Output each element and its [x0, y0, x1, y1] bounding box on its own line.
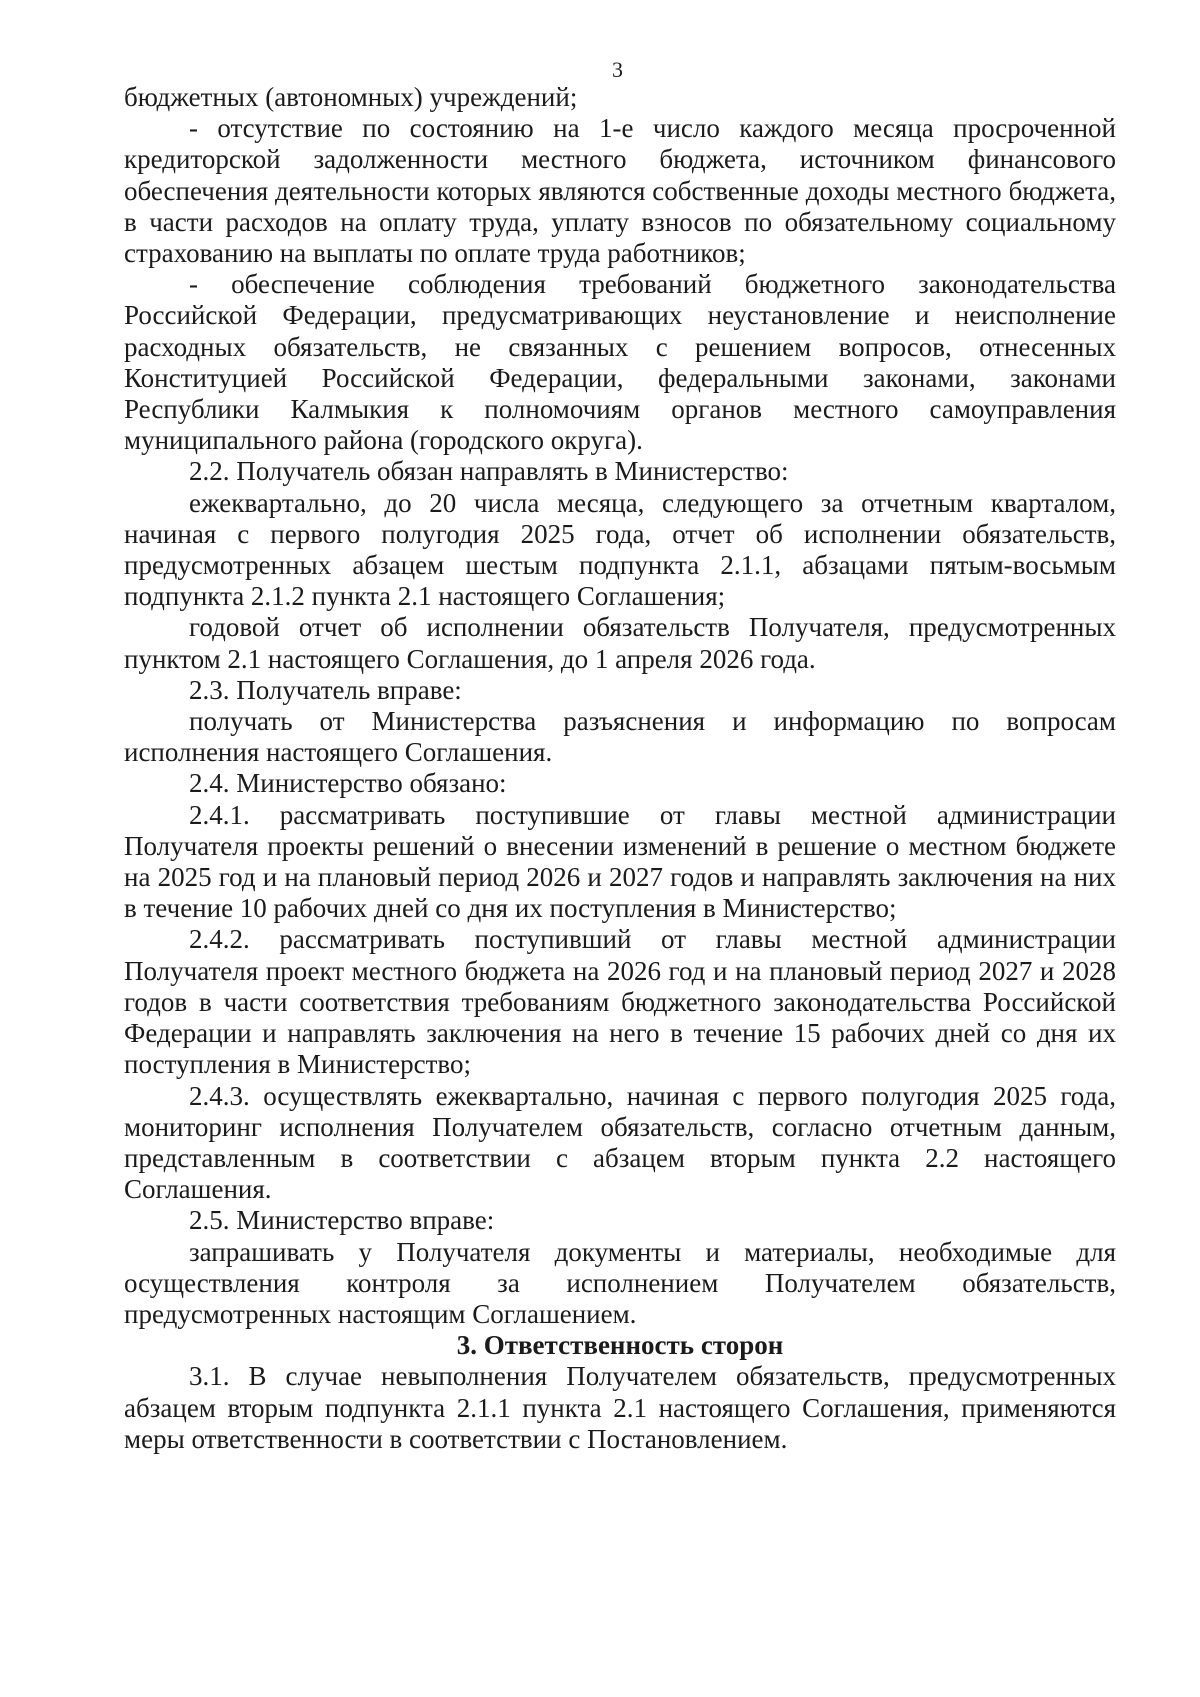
paragraph-budget-law-compliance: - обеспечение соблюдения требований бюджетного законодательства Российской Федерации, предусматривающих неустановление и неисполнение расходных обязательств, не связанных с решением вопросов, отнесенных Конституцией Российской Федерации, федеральными законами, законами Республики Калмыкия к полномочиям органов местного самоуправления муниципального района (городского округа).	[124, 269, 1116, 456]
clause-2-4-1: 2.4.1. рассматривать поступившие от главы местной администрации Получателя проекты решений о внесении изменений в решение о местном бюджете на 2025 год и на плановый период 2026 и 2027 годов и направлять заключения на них в течение 10 рабочих дней со дня их поступления в Министерство;	[124, 799, 1116, 924]
page-number: 3	[612, 57, 623, 82]
paragraph-receive-clarifications: получать от Министерства разъяснения и информацию по вопросам исполнения настоящего Соглашения.	[124, 706, 1116, 768]
paragraph-no-overdue-debt: - отсутствие по состоянию на 1-е число каждого месяца просроченной кредиторской задолженности местного бюджета, источником финансового обеспечения деятельности которых являются собственные доходы местного бюджета, в части расходов на оплату труда, уплату взносов по обязательному социальному страхованию на выплаты по оплате труда работников;	[124, 113, 1116, 269]
paragraph-budget-institutions: бюджетных (автономных) учреждений;	[124, 82, 578, 112]
clause-2-2-heading: 2.2. Получатель обязан направлять в Министерство:	[189, 456, 789, 487]
paragraph-quarterly-report: ежеквартально, до 20 числа месяца, следующего за отчетным кварталом, начиная с первого полугодия 2025 года, отчет об исполнении обязательств, предусмотренных абзацем шестым подпункта 2.1.1, абзацами пятым-восьмым подпункта 2.1.2 пункта 2.1 настоящего Соглашения;	[124, 487, 1116, 612]
clause-2-4-2: 2.4.2. рассматривать поступивший от главы местной администрации Получателя проект местного бюджета на 2026 год и на плановый период 2027 и 2028 годов в части соответствия требованиям бюджетного законодательства Российской Федерации и направлять заключения на него в течение 15 рабочих дней со дня их поступления в Министерство;	[124, 924, 1116, 1080]
clause-2-3-heading: 2.3. Получатель вправе:	[189, 674, 462, 705]
clause-2-5-heading: 2.5. Министерство вправе:	[189, 1205, 495, 1236]
clause-3-1: 3.1. В случае невыполнения Получателем обязательств, предусмотренных абзацем вторым подпункта 2.1.1 пункта 2.1 настоящего Соглашения, применяются меры ответственности в соответствии с Постановлением.	[124, 1361, 1116, 1454]
section-3-heading: 3. Ответственность сторон	[456, 1330, 784, 1361]
document-body	[124, 82, 1116, 1455]
clause-2-4-3: 2.4.3. осуществлять ежеквартально, начиная с первого полугодия 2025 года, мониторинг исполнения Получателем обязательств, согласно отчетным данным, представленным в соответствии с абзацем вторым пункта 2.2 настоящего Соглашения.	[124, 1080, 1116, 1205]
paragraph-request-documents: запрашивать у Получателя документы и материалы, необходимые для осуществления контроля за исполнением Получателем обязательств, предусмотренных настоящим Соглашением.	[124, 1236, 1116, 1329]
paragraph-annual-report: годовой отчет об исполнении обязательств Получателя, предусмотренных пунктом 2.1 настоящего Соглашения, до 1 апреля 2026 года.	[124, 612, 1116, 674]
clause-2-4-heading: 2.4. Министерство обязано:	[189, 768, 507, 799]
